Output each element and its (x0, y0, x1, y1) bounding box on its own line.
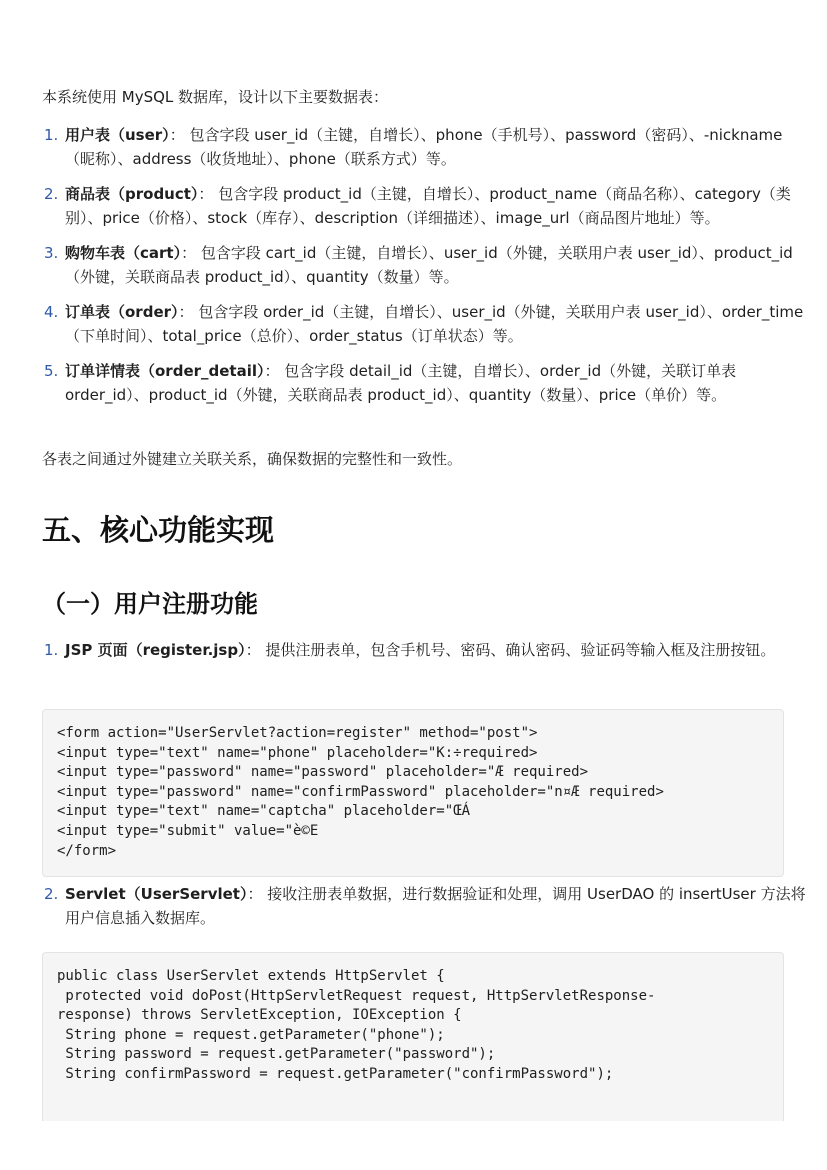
table-name: 订单详情表（order_detail） (65, 362, 265, 380)
section-title: 五、核心功能实现 (42, 513, 275, 547)
code-line: response) throws ServletException, IOException { (57, 1007, 462, 1024)
list-item (42, 882, 810, 930)
list-number: 1. (44, 641, 59, 659)
table-description: 包含字段 cart_id（主键，自增长）、user_id（外键，关联用户表 user_id）、product_id（外键，关联商品表 product_id）、quantity（数量）等。 (65, 244, 793, 286)
table-name: 购物车表（cart） (65, 244, 182, 262)
subsection-title: （一）用户注册功能 (42, 590, 258, 618)
separator: ： (264, 362, 280, 380)
step-list-1 (42, 638, 810, 662)
list-number: 5. (44, 362, 59, 380)
list-number: 2. (44, 885, 59, 903)
code-line: String phone = request.getParameter("phone"); (57, 1026, 445, 1043)
table-description: 包含字段 user_id（主键，自增长）、phone（手机号）、password（密码）、-nickname（昵称）、address（收货地址）、phone（联系方式）等。 (65, 126, 783, 168)
list-item (42, 241, 810, 289)
step-name: Servlet（UserServlet） (65, 885, 248, 903)
list-item (42, 182, 810, 230)
relation-note: 各表之间通过外键建立关联关系，确保数据的完整性和一致性。 (42, 450, 463, 468)
separator: ： (181, 244, 197, 262)
table-name: 商品表（product） (65, 185, 199, 203)
separator: ： (245, 641, 261, 659)
code-line: <input type="submit" value="è©E (57, 822, 319, 839)
table-name: 订单表（order） (65, 303, 179, 321)
intro-paragraph: 本系统使用 MySQL 数据库，设计以下主要数据表： (42, 88, 389, 106)
list-item (42, 638, 810, 662)
list-number: 4. (44, 303, 59, 321)
code-line: <input type="password" name="password" placeholder="Æ required> (57, 764, 589, 781)
code-line: String password = request.getParameter("password"); (57, 1046, 496, 1063)
separator: ： (198, 185, 214, 203)
list-item (42, 123, 810, 171)
code-block-servlet (42, 952, 784, 1121)
code-line: </form> (57, 842, 117, 859)
code-line: protected void doPost(HttpServletRequest request, HttpServletResponse- (57, 987, 656, 1004)
separator: ： (169, 126, 185, 144)
code-line: <form action="UserServlet?action=register" method="post"> (57, 725, 538, 741)
list-item (42, 359, 810, 407)
code-block-jsp (42, 709, 784, 877)
list-number: 2. (44, 185, 59, 203)
table-list (42, 123, 810, 407)
table-description: 包含字段 product_id（主键，自增长）、product_name（商品名称）、category（类别）、price（价格）、stock（库存）、description（详细描述）、image_url（商品图片地址）等。 (65, 185, 791, 227)
separator: ： (247, 885, 263, 903)
table-name: 用户表（user） (65, 126, 170, 144)
step-name: JSP 页面（register.jsp） (65, 641, 246, 659)
code-line: <input type="text" name="phone" placeholder="K:÷required> (57, 744, 538, 761)
step-list-2 (42, 882, 810, 930)
code-line: <input type="password" name="confirmPassword" placeholder="n¤Æ required> (57, 783, 664, 800)
code-line: <input type="text" name="captcha" placeholder="ŒÁ (57, 803, 471, 820)
step-description: 接收注册表单数据，进行数据验证和处理，调用 UserDAO 的 insertUser 方法将用户信息插入数据库。 (65, 885, 806, 927)
list-number: 1. (44, 126, 59, 144)
list-item (42, 300, 810, 348)
separator: ： (178, 303, 194, 321)
table-description: 包含字段 detail_id（主键，自增长）、order_id（外键，关联订单表 order_id）、product_id（外键，关联商品表 product_id）、quantity（数量）、price（单价）等。 (65, 362, 737, 404)
step-description: 提供注册表单，包含手机号、密码、确认密码、验证码等输入框及注册按钮。 (265, 641, 776, 659)
code-line: String confirmPassword = request.getParameter("confirmPassword"); (57, 1065, 614, 1082)
list-number: 3. (44, 244, 59, 262)
code-line: public class UserServlet extends HttpServlet { (57, 968, 445, 984)
table-description: 包含字段 order_id（主键，自增长）、user_id（外键，关联用户表 user_id）、order_time（下单时间）、total_price（总价）、order_status（订单状态）等。 (65, 303, 804, 345)
